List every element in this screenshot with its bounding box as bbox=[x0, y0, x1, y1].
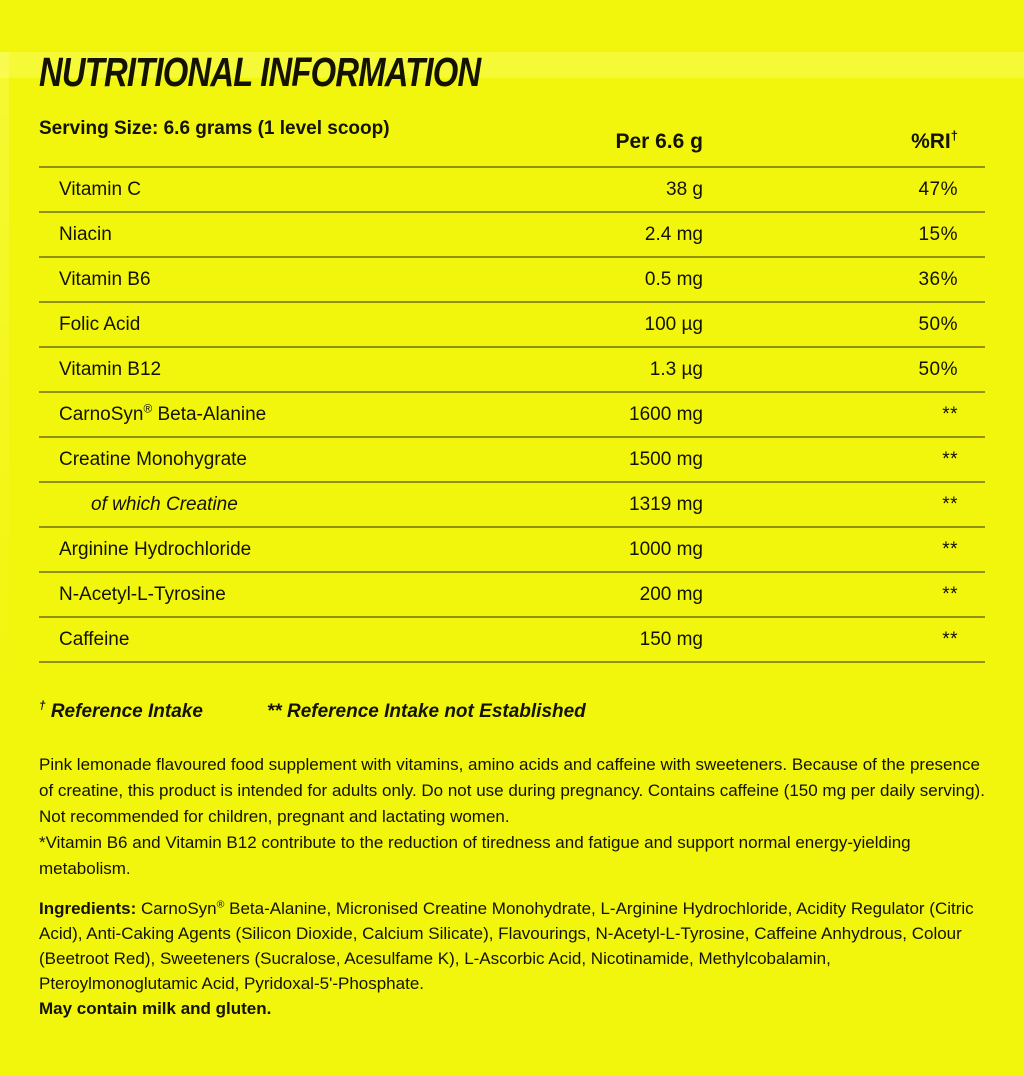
nutrient-name: Vitamin B12 bbox=[59, 358, 162, 380]
table-row bbox=[39, 618, 985, 663]
table-row bbox=[39, 438, 985, 483]
nutrient-ri-value: 15% bbox=[918, 223, 958, 245]
nutrient-name: Creatine Monohygrate bbox=[59, 448, 247, 470]
table-row bbox=[39, 213, 985, 258]
nutrient-name: Niacin bbox=[59, 223, 112, 245]
nutrient-ri-value: ** bbox=[942, 628, 958, 650]
nutrient-amount: 1600 mg bbox=[629, 403, 703, 425]
ingredients-label: Ingredients: bbox=[39, 899, 137, 918]
description-paragraph bbox=[39, 752, 985, 882]
nutrient-name: Folic Acid bbox=[59, 313, 141, 335]
table-row bbox=[39, 393, 985, 438]
nutrient-amount: 1.3 µg bbox=[649, 358, 703, 380]
nutrient-amount: 150 mg bbox=[639, 628, 703, 650]
allergen-note: May contain milk and gluten. bbox=[39, 999, 272, 1018]
nutrient-name: N-Acetyl-L-Tyrosine bbox=[59, 583, 226, 605]
nutrient-name: CarnoSyn® Beta-Alanine bbox=[59, 402, 267, 425]
nutrition-table bbox=[39, 166, 985, 663]
page-title: NUTRITIONAL INFORMATION bbox=[39, 49, 481, 95]
nutrient-ri-value: 47% bbox=[918, 178, 958, 200]
description-text: Pink lemonade flavoured food supplement with vitamins, amino acids and caffeine with sweeteners. Because of the presence of creatine, this product is intended for adults only. Do not use during pregnancy. Contains caffeine (150 mg per daily serving). Not recommended for children, pregnant and lactating women. bbox=[39, 755, 985, 826]
nutrient-ri-value: 50% bbox=[918, 358, 958, 380]
nutrient-name: Arginine Hydrochloride bbox=[59, 538, 252, 560]
nutrient-name: Vitamin B6 bbox=[59, 268, 151, 290]
nutrition-label bbox=[0, 49, 1024, 1076]
footnote-reference-intake: † Reference Intake bbox=[39, 699, 203, 722]
nutrient-amount: 1319 mg bbox=[629, 493, 703, 515]
nutrient-name: Vitamin C bbox=[59, 178, 142, 200]
nutrient-amount: 100 µg bbox=[644, 313, 703, 335]
nutrient-amount: 0.5 mg bbox=[644, 268, 703, 290]
table-row bbox=[39, 528, 985, 573]
table-row bbox=[39, 303, 985, 348]
ingredients-paragraph bbox=[39, 896, 985, 1021]
serving-size-text: Serving Size: 6.6 grams (1 level scoop) bbox=[39, 118, 390, 139]
nutrient-ri-value: ** bbox=[942, 448, 958, 470]
table-row bbox=[39, 348, 985, 393]
label-left-edge-highlight bbox=[0, 52, 9, 672]
table-row bbox=[39, 168, 985, 213]
nutrient-name: Caffeine bbox=[59, 628, 130, 650]
nutrient-ri-value: 36% bbox=[918, 268, 958, 290]
nutrient-ri-value: ** bbox=[942, 583, 958, 605]
footnote-not-established: ** Reference Intake not Established bbox=[266, 701, 586, 722]
nutrient-ri-value: ** bbox=[942, 403, 958, 425]
ingredients-text: CarnoSyn® Beta-Alanine, Micronised Creatine Monohydrate, L-Arginine Hydrochloride, Acidity Regulator (Citric Acid), Anti-Caking Agents (Silicon Dioxide, Calcium Silicate), Flavourings, N-Acetyl-L-Tyrosine, Caffeine Anhydrous, Colour (Beetroot Red), Sweeteners (Sucralose, Acesulfame K), L-Ascorbic Acid, Nicotinamide, Methylcobalamin, Pteroylmonoglutamic Acid, Pyridoxal-5'-Phosphate. bbox=[39, 898, 974, 993]
nutrient-amount: 1000 mg bbox=[629, 538, 703, 560]
nutrient-ri-value: 50% bbox=[918, 313, 958, 335]
nutrient-ri-value: ** bbox=[942, 493, 958, 515]
footnotes bbox=[39, 699, 985, 724]
table-row bbox=[39, 258, 985, 303]
table-header-row bbox=[39, 118, 985, 166]
nutrient-amount: 38 g bbox=[666, 178, 703, 200]
nutrient-amount: 2.4 mg bbox=[644, 223, 703, 245]
table-row bbox=[39, 573, 985, 618]
nutrient-amount: 1500 mg bbox=[629, 448, 703, 470]
nutrient-name: of which Creatine bbox=[91, 493, 238, 515]
table-row bbox=[39, 483, 985, 528]
nutrient-amount: 200 mg bbox=[639, 583, 703, 605]
vitamin-claim-text: *Vitamin B6 and Vitamin B12 contribute to the reduction of tiredness and fatigue and support normal energy-yielding metabolism. bbox=[39, 833, 911, 878]
column-header-amount: Per 6.6 g bbox=[615, 130, 703, 153]
nutrient-ri-value: ** bbox=[942, 538, 958, 560]
column-header-ri: %RI† bbox=[911, 128, 958, 153]
